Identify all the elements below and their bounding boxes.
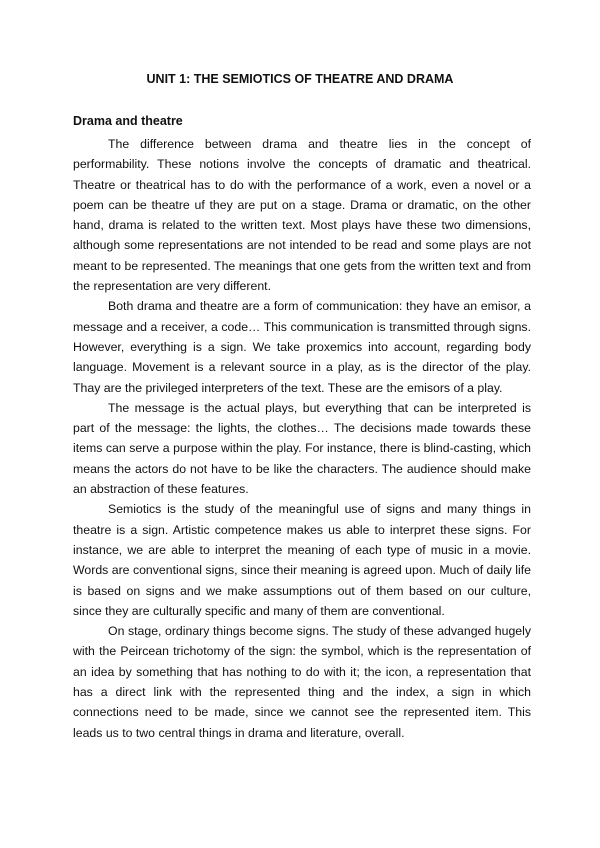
section-heading: Drama and theatre [73, 114, 183, 128]
paragraph: Semiotics is the study of the meaningful use of signs and many things in theatre is a sign. Artistic competence makes us able to interpret these signs. For instance, we are able to interpret the meaning of each type of music in a movie. Words are conventional signs, since their meaning is agreed upon. Much of daily life is based on signs and we make assumptions out of them based on our culture, since they are culturally specific and many of them are conventional. [73, 502, 531, 618]
paragraph: The message is the actual plays, but everything that can be interpreted is part of the message: the lights, the clothes… The decisions made towards these items can serve a purpose within the play. For instance, there is blind-casting, which means the actors do not have to be like the characters. The audience should make an abstraction of these features. [73, 400, 531, 497]
paragraph: The difference between drama and theatre lies in the concept of performability. These notions involve the concepts of dramatic and theatrical. Theatre or theatrical has to do with the performance of a work, even a novel or a poem can be theatre uf they are put on a stage. Drama or dramatic, on the other hand, drama is related to the written text. Most plays have these two dimensions, although some representations are not intended to be read and some plays are not meant to be represented. The meanings that one gets from the written text and from the representation are very different. [73, 137, 531, 294]
paragraph: Both drama and theatre are a form of communication: they have an emisor, a message and a receiver, a code… This communication is transmitted through signs. However, everything is a sign. We take proxemics into account, regarding body language. Movement is a relevant source in a play, as is the director of the play. Thay are the privileged interpreters of the text. These are the emisors of a play. [73, 299, 531, 395]
paragraph: On stage, ordinary things become signs. The study of these advanged hugely with the Peircean trichotomy of the sign: the symbol, which is the representation of an idea by something that has nothing to do with it; the icon, a representation that has a direct link with the represented thing and the index, a sign in which connections need to be made, since we cannot see the represented item. This leads us to two central things in drama and literature, overall. [73, 624, 531, 740]
page-title: UNIT 1: THE SEMIOTICS OF THEATRE AND DRAMA [146, 72, 454, 86]
body-text [73, 134, 531, 743]
